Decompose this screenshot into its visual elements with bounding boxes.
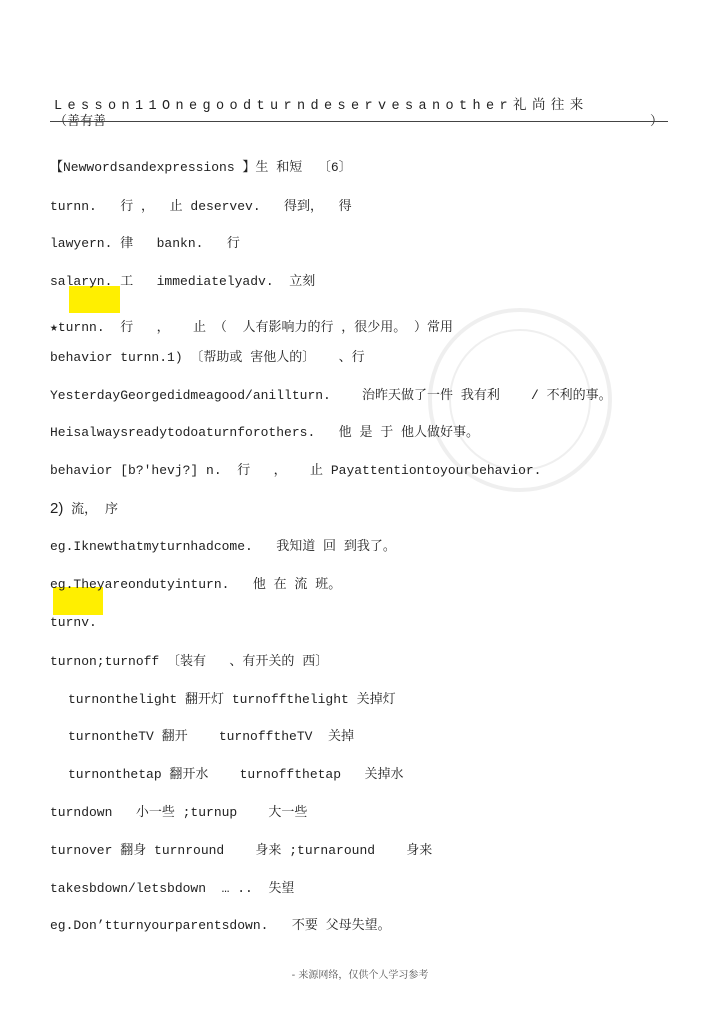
subtitle-right: ） bbox=[650, 114, 664, 129]
phrase-tv: turnontheTV 翻开 turnofftheTV 关掉 bbox=[68, 729, 355, 744]
turn-noun-definition: ★turnn. 行 ， 止 （ 人有影响力的行 ，很少用。 ）常用 bbox=[50, 320, 454, 335]
example-parents-down: eg.Don’tturnyourparentsdown. 不要 父母失望。 bbox=[50, 918, 391, 933]
sense-text: 流， 序 bbox=[63, 502, 118, 517]
title-rule bbox=[50, 121, 668, 122]
subtitle-left: （善有善 bbox=[54, 114, 107, 129]
turn-sense-2 bbox=[50, 501, 118, 518]
behavior-definition: behavior [b?'hevj?] n. 行 ， 止 Payattentiontoyourbehavior. bbox=[50, 463, 542, 478]
phrase-turnover-turnround: turnover 翻身 turnround 身来 ;turnaround 身来 bbox=[50, 843, 433, 858]
behavior-turn-sense-1: behavior turnn.1) 〔帮助或 害他人的〕 、行 bbox=[50, 350, 365, 365]
sense-number: 2) bbox=[50, 500, 64, 517]
vocab-line-lawyer-bank: lawyern. 律 bankn. 行 bbox=[50, 236, 240, 251]
turn-verb-heading: turnv. bbox=[50, 615, 97, 630]
phrase-tap: turnonthetap 翻开水 turnoffthetap 关掉水 bbox=[68, 767, 404, 782]
highlight-mark-1 bbox=[69, 286, 120, 313]
example-george-turn: YesterdayGeorgedidmeagood/anillturn. 治昨天做了一件 我有利 / 不利的事。 bbox=[50, 388, 612, 403]
example-on-duty-in-turn: eg.Theyareondutyinturn. 他 在 流 班。 bbox=[50, 577, 342, 592]
vocab-line-salary-immediately: salaryn. 工 immediatelyadv. 立刻 bbox=[50, 274, 316, 289]
lesson-subtitle bbox=[54, 110, 664, 129]
example-turn-for-others: Heisalwaysreadytodoaturnforothers. 他 是 于 他人做好事。 bbox=[50, 425, 480, 440]
phrase-turndown-turnup: turndown 小一些 ;turnup 大一些 bbox=[50, 805, 308, 820]
phrase-light: turnonthelight 翻开灯 turnoffthelight 关掉灯 bbox=[68, 692, 396, 707]
page-footer: - 来源网络，仅供个人学习参考 bbox=[291, 970, 429, 981]
lesson-title: Lesson11Onegoodturndeservesanother礼尚往来 bbox=[54, 99, 589, 114]
new-words-heading: 【Newwordsandexpressions 】生 和短 〔6〕 bbox=[50, 160, 352, 175]
example-my-turn: eg.Iknewthatmyturnhadcome. 我知道 回 到我了。 bbox=[50, 539, 396, 554]
vocab-line-turn-deserve: turnn. 行 ， 止 deservev. 得到， 得 bbox=[50, 199, 352, 214]
turnon-turnoff-definition: turnon;turnoff 〔装有 、有开关的 西〕 bbox=[50, 654, 329, 669]
phrase-letdown: takesbdown/letsbdown … .. 失望 bbox=[50, 881, 295, 896]
